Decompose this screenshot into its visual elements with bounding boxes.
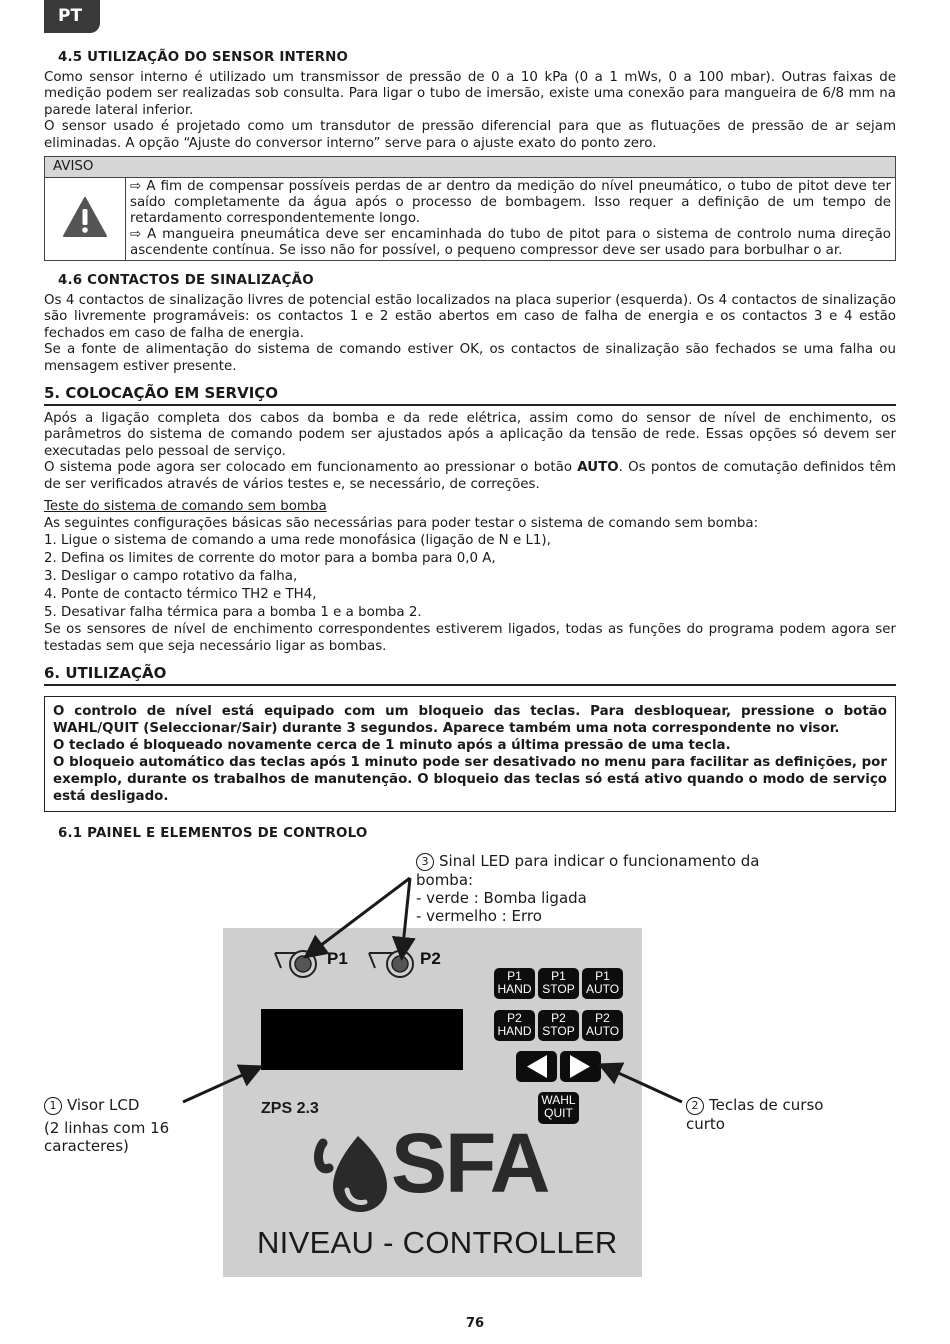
key-lock-note-1: O controlo de nível está equipado com um bloqueio das teclas. Para desbloquear, pressione o botão WAHL/QUIT (Seleccionar/Sair) durante 3 segundos. Aparece também uma nota correspondente no visor. [53, 703, 887, 736]
lcd-display [261, 1009, 463, 1070]
key-label-top: P1 [595, 969, 610, 983]
section-5-paragraph-2 [44, 460, 896, 493]
test-step: 3. Desligar o campo rotativo da falha, [44, 569, 298, 584]
warning-line-1: ⇨ A fim de compensar possíveis perdas de ar dentro da medição do nível pneumático, o tubo de pitot deve ter saído completamente da água após o processo de bombagem. Isso requer a definição de um tempo de retardamento correspondentemente longo. [130, 179, 891, 226]
callout-led-green: - verde : Bomba ligada [416, 889, 587, 907]
arrow-left-icon [516, 1051, 557, 1082]
section-6-title: 6. UTILIZAÇÃO [44, 665, 896, 686]
warning-header: AVISO [45, 157, 896, 178]
key-label-top: P2 [595, 1011, 610, 1025]
key-label-bottom: STOP [542, 1024, 575, 1038]
callout-keys-title: Teclas de curso [709, 1096, 824, 1114]
key-p2-hand[interactable] [494, 1010, 535, 1041]
callout-number-1: 1 [44, 1097, 62, 1115]
product-name: NIVEAU - CONTROLLER [257, 1225, 618, 1260]
key-label-top: WAHL [541, 1093, 576, 1107]
auto-text-after: . Os pontos de comutação definidos têm de ser verificados através de vários testes e, se necessário, de correções. [44, 460, 896, 492]
callout-keys-line: curto [686, 1115, 725, 1133]
warning-line-2: ⇨ A mangueira pneumática deve ser encaminhada do tubo de pitot para o sistema de controlo numa direção ascendente contínua. Se isso não for possível, o pequeno compressor deve ser usado para borbulhar o ar. [130, 227, 891, 258]
key-p1-stop[interactable] [538, 968, 579, 999]
callout-lcd-line: caracteres) [44, 1137, 129, 1155]
auto-text-before: O sistema pode agora ser colocado em funcionamento ao pressionar o botão [44, 460, 578, 475]
callout-number-3: 3 [416, 853, 434, 871]
callout-led-red: - vermelho : Erro [416, 907, 542, 925]
test-step: 4. Ponte de contacto térmico TH2 e TH4, [44, 587, 317, 602]
test-intro: As seguintes configurações básicas são necessárias para poder testar o sistema de comando sem bomba: [44, 515, 759, 531]
key-label-bottom: QUIT [544, 1106, 573, 1120]
callout-lcd-title: Visor LCD [67, 1096, 140, 1114]
warning-icon-cell [45, 178, 126, 261]
callout-number-2: 2 [686, 1097, 704, 1115]
warning-box [44, 156, 896, 261]
key-label-bottom: HAND [497, 982, 532, 996]
section-4-6-title: 4.6 CONTACTOS DE SINALIZAÇÃO [58, 273, 314, 288]
led-p1-symbol [275, 951, 316, 977]
key-label-bottom: AUTO [585, 982, 620, 996]
section-4-6-paragraph-2: Se a fonte de alimentação do sistema de comando estiver OK, os contactos de sinalização são fechados se uma falha ou mensagem estiver presente. [44, 342, 896, 374]
test-step: 5. Desativar falha térmica para a bomba 1 e a bomba 2. [44, 605, 422, 620]
page-number: 76 [465, 1316, 485, 1331]
test-step: 1. Ligue o sistema de comando a uma rede monofásica (ligação de N e L1), [44, 533, 551, 548]
key-lock-note-3: O bloqueio automático das teclas após 1 minuto pode ser desativado no menu para facilitar as definições, por exemplo, durante os trabalhos de manutenção. O bloqueio das teclas só está ativo quando o modo de serviço está desligado. [53, 754, 887, 804]
key-label-top: P1 [507, 969, 522, 983]
callout-lcd-line: (2 linhas com 16 [44, 1119, 170, 1137]
key-label-bottom: STOP [542, 982, 575, 996]
sfa-droplet-logo [318, 1136, 387, 1212]
text-content [44, 50, 896, 845]
key-lock-note-2: O teclado é bloqueado novamente cerca de 1 minuto após a última pressão de uma tecla. [53, 737, 731, 753]
key-p2-stop[interactable] [538, 1010, 579, 1041]
auto-button-name: AUTO [577, 460, 619, 475]
key-label-top: P2 [507, 1011, 522, 1025]
key-p1-auto[interactable] [582, 968, 623, 999]
key-label-top: P1 [551, 969, 566, 983]
led-p2-label: P2 [420, 949, 441, 968]
section-4-5-paragraph-2: O sensor usado é projetado como um transdutor de pressão diferencial para que as flutuações de pressão de ar sejam eliminadas. A opção “Ajuste do conversor interno” serve para o ajuste exato do ponto zero. [44, 119, 896, 151]
callout-led [416, 852, 759, 925]
key-label-bottom: AUTO [585, 1024, 620, 1038]
brand-logo-text: SFA [391, 1116, 549, 1210]
section-5-paragraph-3: Se os sensores de nível de enchimento correspondentes estiverem ligados, todas as funções do programa podem agora ser testadas sem que seja necessário ligar as bombas. [44, 622, 896, 654]
test-subtitle: Teste do sistema de comando sem bomba [44, 499, 327, 514]
key-label-bottom: HAND [497, 1024, 532, 1038]
key-p2-auto[interactable] [582, 1010, 623, 1041]
led-p2-symbol [369, 951, 413, 977]
control-panel-image [223, 928, 642, 1277]
warning-triangle-icon [62, 196, 108, 238]
warning-text [126, 178, 896, 261]
section-4-5-paragraph-1: Como sensor interno é utilizado um transmissor de pressão de 0 a 10 kPa (0 a 1 mWs, 0 a 100 mbar). Outras faixas de medição podem ser realizadas sob consulta. Para ligar o tubo de imersão, existe uma conexão para mangueira de 6/8 mm na parede lateral inferior. [44, 69, 896, 118]
language-tab: PT [44, 0, 100, 33]
model-name: ZPS 2.3 [261, 1100, 319, 1117]
section-4-5-title: 4.5 UTILIZAÇÃO DO SENSOR INTERNO [58, 50, 349, 65]
section-5-title: 5. COLOCAÇÃO EM SERVIÇO [44, 385, 896, 406]
callout-led-title: Sinal LED para indicar o funcionamento da [439, 852, 760, 870]
section-6-1-title: 6.1 PAINEL E ELEMENTOS DE CONTROLO [58, 825, 368, 841]
callout-led-line: bomba: [416, 871, 474, 889]
test-step: 2. Defina os limites de corrente do motor para a bomba para 0,0 A, [44, 551, 496, 566]
led-p1-label: P1 [327, 949, 348, 968]
key-p1-hand[interactable] [494, 968, 535, 999]
key-label-top: P2 [551, 1011, 566, 1025]
callout-lcd [44, 1096, 169, 1155]
arrow-right-icon [560, 1051, 601, 1082]
left-arrow-key[interactable] [516, 1051, 557, 1082]
section-5-paragraph-1: Após a ligação completa dos cabos da bomba e da rede elétrica, assim como do sensor de nível de enchimento, os parâmetros do sistema de comando podem ser ajustados após a aplicação da tensão de rede. Essas opções só devem ser executadas pelo pessoal de serviço. [44, 410, 896, 459]
section-4-6-paragraph-1: Os 4 contactos de sinalização livres de potencial estão localizados na placa superior (esquerda). Os 4 contactos de sinalização são livremente programáveis: os contactos 1 e 2 estão abertos em caso de falha de energia e os contactos 3 e 4 estão fechados em caso de falha de energia. [44, 292, 896, 341]
test-steps-list [44, 532, 896, 622]
key-lock-note-box [44, 696, 896, 812]
right-arrow-key[interactable] [560, 1051, 601, 1082]
callout-cursor-keys [686, 1096, 823, 1133]
